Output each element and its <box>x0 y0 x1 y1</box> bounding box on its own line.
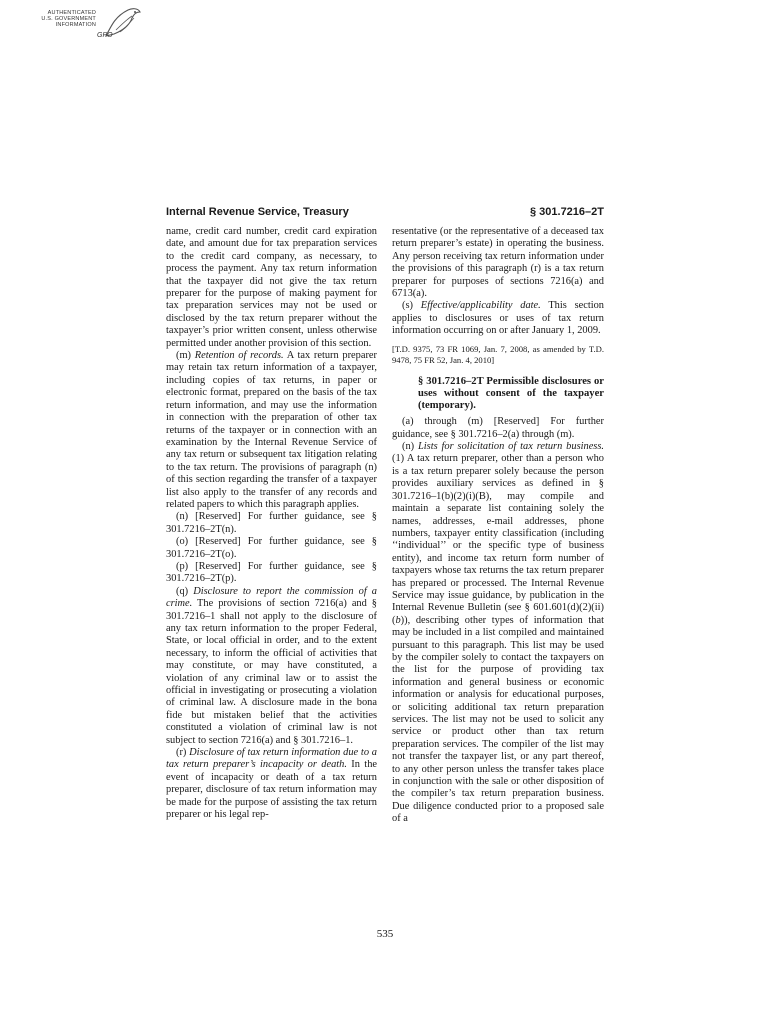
paragraph-heading: Effective/applicability date. <box>420 300 541 312</box>
running-header <box>166 206 604 220</box>
section-heading: § 301.7216–2T Permissible disclosures or uses without consent of the taxpayer (temporary). <box>418 375 604 412</box>
paragraph-q: (q) Disclosure to report the commission of a crime. The provisions of section 7216(a) and § 301.7216–1 shall not apply to the disclosure of any tax return information to the proper Federal, State, or local official in order, and to the extent necessary, to inform the official of activities that may constitute, or may have constituted, a violation of any criminal law or to assist the official in investigating or prosecuting a violation of criminal law. A disclosure made in the bona fide but mistaken belief that the activities constituted a violation of criminal law is not subject to section 7216(a) and § 301.7216–1. <box>166 585 378 746</box>
paragraph-n-lists: (n) Lists for solicitation of tax return business. (1) A tax return preparer, other than a person who is a tax return preparer solely because the person provides auxiliary services as defined in § 301.7216–1(b)(2)(i)(B), may compile and maintain a separate list containing solely the names, addresses, e-mail addresses, phone numbers, taxpayer entity classification (including ‘‘individual’’ or the specific type of business entity), and income tax return form number of taxpayers whose tax returns the tax return preparer has prepared or processed. The Internal Revenue Service may issue guidance, by publication in the Internal Revenue Bulletin (see § 601.601(d)(2)(ii)(b)), describing other types of information that may be included in a list compiled and maintained pursuant to this paragraph. This list may be used by the compiler solely to contact the taxpayers on the list for the purpose of providing tax information and general business or economic information or analysis for educational purposes, or soliciting additional tax return preparation services. The list may not be used to solicit any service or product other than tax return preparation services. The compiler of the list may not transfer the taxpayer list, or any part thereof, to any other person unless the transfer takes place in conjunction with the sale or other disposition of the compiler’s tax return preparation business. Due diligence conducted prior to a proposed sale of a <box>392 441 604 825</box>
section-number: § 301.7216–2T <box>529 206 604 218</box>
source-citation: [T.D. 9375, 73 FR 1069, Jan. 7, 2008, as amended by T.D. 9478, 75 FR 52, Jan. 4, 2010] <box>392 343 604 365</box>
page-number: 535 <box>376 928 394 940</box>
paragraph-m: (m) Retention of records. A tax return preparer may retain tax return information of a taxpayer, including copies of tax returns, in paper or electronic format, prepared on the basis of the tax return information, and may use the information in connection with the preparation of other tax returns of the taxpayer or in connection with an examination by the Internal Revenue Service of any tax return or subsequent tax litigation relating to the tax return. The provisions of paragraph (n) of this section regarding the transfer of a taxpayer list also apply to the transfer of any records and related papers to which this paragraph applies. <box>166 350 378 510</box>
paragraph-heading: Lists for solicitation of tax return business. <box>418 441 604 453</box>
paragraph-s: (s) Effective/applicability date. This section applies to disclosures or uses of tax return information occurring on or after January 1, 2009. <box>392 300 604 337</box>
logo-line-3: INFORMATION <box>55 22 96 28</box>
paragraph-heading: Disclosure to report the commission of a crime. <box>166 585 378 610</box>
paragraph-p: (p) [Reserved] For further guidance, see § 301.7216–2T(p). <box>166 560 377 585</box>
gpo-authentication-logo <box>22 6 142 50</box>
logo-line-2: U.S. GOVERNMENT <box>41 16 96 22</box>
logo-line-1: AUTHENTICATED <box>47 10 96 16</box>
paragraph-n: (n) [Reserved] For further guidance, see § 301.7216–2T(n). <box>166 511 377 535</box>
gpo-label: GPO <box>97 32 113 39</box>
agency-title: Internal Revenue Service, Treasury <box>166 206 349 218</box>
left-column <box>166 226 377 822</box>
paragraph-l-continuation: name, credit card number, credit card expiration date, and amount due for tax preparation services to the credit card company, as necessary, to process the payment. Any tax return information that the taxpayer did not give the tax return preparer for the purpose of making payment for tax preparation services may not be used or disclosed by the tax return preparer without the taxpayer’s prior written consent, unless otherwise permitted under another provision of this section. <box>166 226 377 349</box>
paragraph-r: (r) Disclosure of tax return information due to a tax return preparer’s incapacity or death. In the event of incapacity or death of a tax return preparer, disclosure of tax return information may be made for the purpose of assisting the tax return preparer or his legal rep- <box>166 747 377 821</box>
paragraph-heading: Retention of records. <box>194 350 284 362</box>
paragraph-heading: Disclosure of tax return information due to a tax return preparer’s incapacity or death. <box>166 747 377 771</box>
paragraph-o: (o) [Reserved] For further guidance, see § 301.7216–2T(o). <box>166 536 377 560</box>
paragraph-a-m: (a) through (m) [Reserved] For further guidance, see § 301.7216–2(a) through (m). <box>392 416 604 440</box>
paragraph-r-continuation: resentative (or the representative of a deceased tax return preparer’s estate) in operating the business. Any person receiving tax return information under the provisions of this paragraph (r) is a tax return preparer for purposes of sections 7216(a) and 6713(a). <box>392 226 604 300</box>
right-column <box>392 226 604 826</box>
